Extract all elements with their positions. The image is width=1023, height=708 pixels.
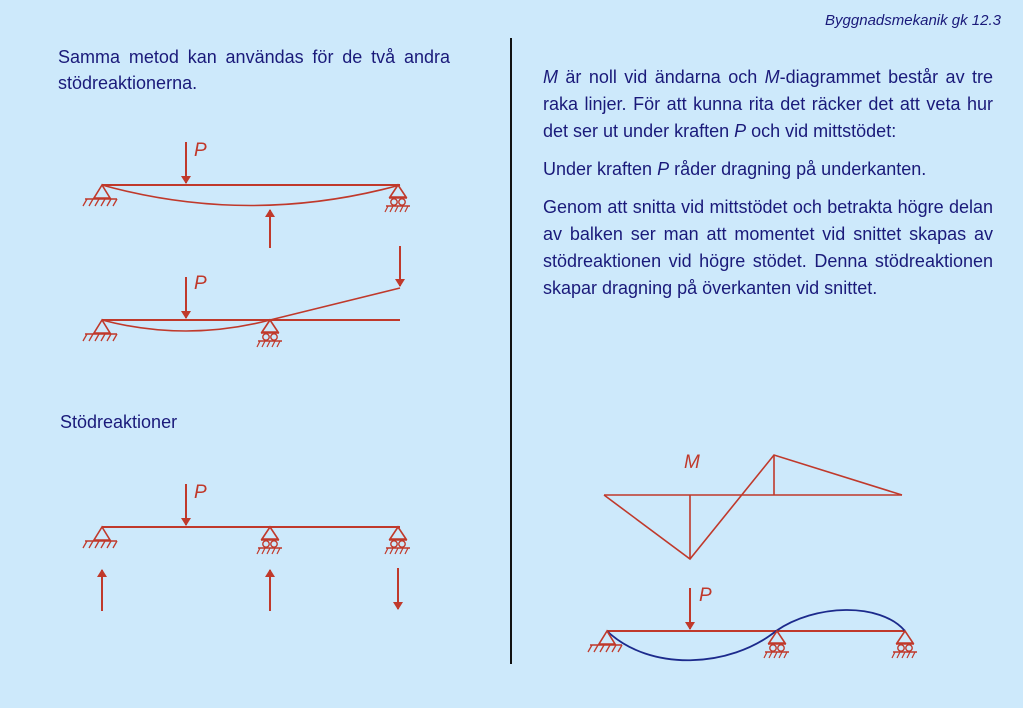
- page-header: Byggnadsmekanik gk 12.3: [825, 12, 1001, 29]
- beam-diagram-1: [83, 140, 410, 248]
- intro-text: Samma metod kan användas för de två andra stödreaktionerna.: [58, 47, 450, 93]
- paragraph-2: Under kraften P råder dragning på underkanten.: [543, 159, 927, 179]
- roller-support-middle: [257, 527, 282, 554]
- pin-support: [588, 631, 622, 652]
- deflection-curve: [102, 185, 400, 206]
- deflected-shape: [607, 610, 905, 660]
- beam-diagram-deflection: [588, 585, 917, 660]
- moment-label: M: [684, 452, 700, 473]
- beam-diagram-reactions: [83, 482, 410, 611]
- beam-diagram-2: [83, 246, 400, 347]
- load-label: P: [699, 585, 712, 606]
- pin-support: [83, 527, 117, 548]
- load-label: P: [194, 273, 207, 294]
- moment-diagram: [604, 452, 902, 559]
- roller-support-right: [385, 527, 410, 554]
- roller-support: [257, 320, 282, 347]
- moment-line: [604, 455, 902, 559]
- paragraph-3: Genom att snitta vid mittstödet och betrakta högre delan av balken ser man att momentet vid snittet skapas av stödreaktionen vid högre stödet. Denna stödreaktionen skapar dragning på överkanten vid snittet.: [543, 197, 993, 298]
- load-label: P: [194, 140, 207, 161]
- roller-support-right: [892, 631, 917, 658]
- load-label: P: [194, 482, 207, 503]
- roller-support-middle: [764, 631, 789, 658]
- paragraph-1: M är noll vid ändarna och M-diagrammet består av tre raka linjer. För att kunna rita det räcker det att veta hur det ser ut under kraften P och vid mittstödet:: [543, 67, 993, 141]
- section-label-support-reactions: Stödreaktioner: [60, 412, 178, 432]
- deflection-curve: [102, 288, 400, 331]
- roller-support: [385, 185, 410, 212]
